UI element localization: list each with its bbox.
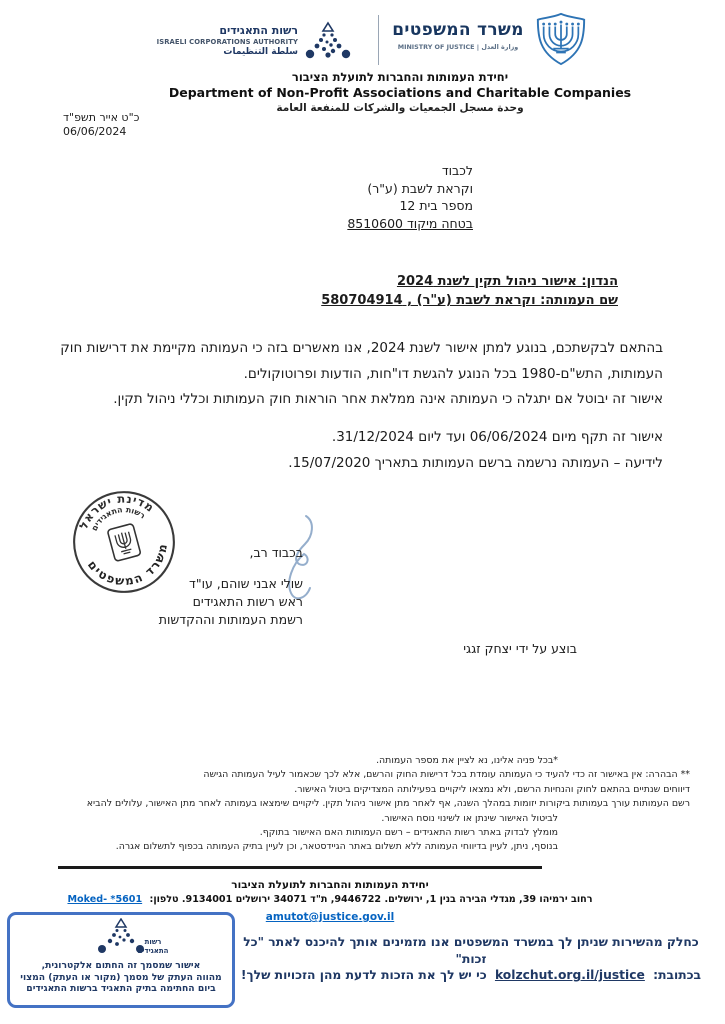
footer-phone-link[interactable]: Moked- *5601 bbox=[67, 894, 143, 905]
box-line-1: אישור שמסמך זה החתום אלקטרונית, bbox=[41, 960, 201, 971]
signature-block bbox=[159, 544, 303, 629]
footer-address-text: רחוב ירמיהו 39, מגדלי הבירה בנין 1, ירושלים. 9446722, ת"ד 34071 ירושלים 9134001. טלפון: bbox=[149, 894, 593, 905]
letter-body bbox=[57, 336, 663, 413]
subject-block bbox=[321, 272, 618, 310]
footer-address bbox=[0, 894, 660, 905]
executed-by-line: בוצע על ידי יצחק זגגי bbox=[463, 641, 577, 656]
authority-title-en: ISRAELI CORPORATIONS AUTHORITY bbox=[156, 38, 298, 46]
footnote-line-7: בנוסף, ניתן, לעיין בדיווחי העמותה ללא תשלום באתר הגיידסטאר, וכן לעיין בתיק העמותה בכפוף לתשלום אגרה. bbox=[115, 841, 558, 853]
corporations-authority-icon bbox=[303, 21, 353, 65]
ministry-subtitle: MINISTRY OF JUSTICE | وزارة العدل bbox=[397, 43, 519, 51]
box-logo-label-1: רשות bbox=[144, 938, 162, 946]
box-line-2: מהווה העתק של מסמך (מקור או העתק) המצוי bbox=[20, 971, 222, 983]
footnotes-block bbox=[50, 754, 690, 855]
subject-line1: הנדון: אישור ניהול תקין לשנת 2024 bbox=[396, 274, 618, 289]
department-name-en: Department of Non-Profit Associations and Charitable Companies bbox=[168, 85, 632, 100]
israel-state-emblem-icon bbox=[532, 12, 590, 66]
signature-closing: בכבוד רב, bbox=[249, 545, 303, 560]
dateline bbox=[63, 111, 139, 138]
department-name-block bbox=[75, 70, 725, 114]
ministry-title: משרד המשפטים bbox=[392, 20, 524, 40]
footnote-line-1: *בכל פניה אלינו, נא לציין את מספר העמותה. bbox=[376, 755, 558, 766]
footnote-line-3: דיווחים שנתיים בהתאם לחוק והנחיות הרשם, ולא נמצאו ליקויים בפעילותה המצדיקים ביטול האישור. bbox=[294, 783, 690, 795]
footer-divider-rule bbox=[58, 866, 542, 869]
gregorian-date: 06/06/2024 bbox=[63, 124, 127, 138]
signatory-name: שולי אבני שוהם, עו"ד bbox=[189, 576, 303, 591]
department-name-ar: وحدة مسجل الجمعيات والشركات للمنفعة العامة bbox=[276, 102, 524, 114]
recipient-street: מספר בית 12 bbox=[399, 198, 473, 213]
electronic-signature-box bbox=[7, 912, 235, 1008]
recipient-block bbox=[347, 162, 473, 232]
recipient-city: בטחה מיקוד 8510600 bbox=[347, 215, 473, 231]
footer-unit-name: יחידת העמותות והחברות לתועלת הציבור bbox=[231, 879, 429, 891]
footnote-line-4: רשם העמותות עורך בעמותות ביקורות יזומות במהלך השנה, אף לאחר מתן אישור ניהול תקין. ליקויים שימצאו בעמותה לאחר מתן האישור, עלולים להביא bbox=[86, 798, 690, 810]
signatory-title-1: ראש רשות התאגידים bbox=[192, 594, 303, 609]
subject-line2: שם העמותה: וקראת לשבת (ע"ר) , 580704914 bbox=[321, 293, 618, 308]
stamp-bottom-text: משרד המשפטים bbox=[84, 541, 171, 589]
stamp-inner-text: רשות התאגידים bbox=[89, 505, 147, 533]
recipient-salutation: לכבוד bbox=[441, 163, 473, 178]
validity-block bbox=[57, 425, 663, 476]
ministry-of-justice-block bbox=[391, 20, 525, 51]
hebrew-date: כ"ט אייר תשפ"ד bbox=[63, 111, 140, 124]
body-paragraph-2: אישור זה יבוטל אם יתגלה כי העמותה אינה ממלאת אחר הוראות חוק העמותות וכללי ניהול תקין. bbox=[113, 391, 663, 407]
authority-title-he: רשות התאגידים bbox=[219, 24, 298, 37]
corporations-authority-box-icon bbox=[69, 918, 173, 960]
kolzchut-link[interactable]: kolzchut.org.il/justice bbox=[494, 968, 645, 982]
header-divider bbox=[378, 15, 379, 65]
footnote-line-5: לביטול האישור שינתן או לשינוי נוסח האישור. bbox=[381, 812, 558, 824]
kolzchut-note bbox=[240, 934, 702, 984]
footnote-line-6: מומלץ לבדוק באתר רשות התאגידים – רשם העמותות האם האישור בתוקף. bbox=[259, 827, 558, 839]
signatory-title-2: רשמת העמותות וההקדשות bbox=[158, 612, 303, 627]
footnote-line-2: ** הבהרה: אין באישור זה כדי להעיד כי העמותה עומדת בכל דרישות החוק והרשם, אלא לכך שכאמור לעיל העמותה הגישה bbox=[203, 769, 690, 781]
kolzchut-line-1: כחלק מהשירות שניתן לך במשרד המשפטים אנו מזמינים אותך להיכנס לאתר "כל זכות" bbox=[243, 935, 699, 966]
footer-email-link[interactable]: amutot@justice.gov.il bbox=[265, 911, 395, 923]
box-line-3: ביום החתימה בתיק התאגיד ברשות התאגידים bbox=[26, 983, 216, 995]
authority-title-ar: سلطة التنظيمات bbox=[223, 47, 298, 57]
kolzchut-address-suffix: כי יש לך את הזכות לדעת מהן הזכויות שלך! bbox=[240, 968, 487, 982]
kolzchut-line-2 bbox=[240, 967, 702, 984]
department-name-he: יחידת העמותות והחברות לתועלת הציבור bbox=[291, 70, 509, 84]
registration-note: לידיעה – העמותה נרשמה ברשם העמותות בתאריך 15/07/2020. bbox=[288, 454, 663, 471]
kolzchut-address-prefix: בכתובת: bbox=[653, 968, 702, 982]
corporations-authority-block bbox=[148, 24, 298, 57]
stamp-top-text: מדינת ישראל bbox=[76, 491, 158, 532]
box-logo-label-2: התאגידים bbox=[137, 947, 169, 955]
recipient-name: וקראת לשבת (ע"ר) bbox=[367, 180, 473, 196]
body-paragraph-1: בהתאם לבקשתכם, בנוגע למתן אישור לשנת 2024, אנו מאשרים בזה כי העמותה מקיימת את דרישות חוק העמותות, התש"ם-1980 בכל הנוגע להגשת דו"חות, הודעות ופרוטוקולים. bbox=[60, 340, 663, 382]
validity-line: אישור זה תקף מיום 06/06/2024 ועד ליום 31/12/2024. bbox=[331, 429, 663, 445]
